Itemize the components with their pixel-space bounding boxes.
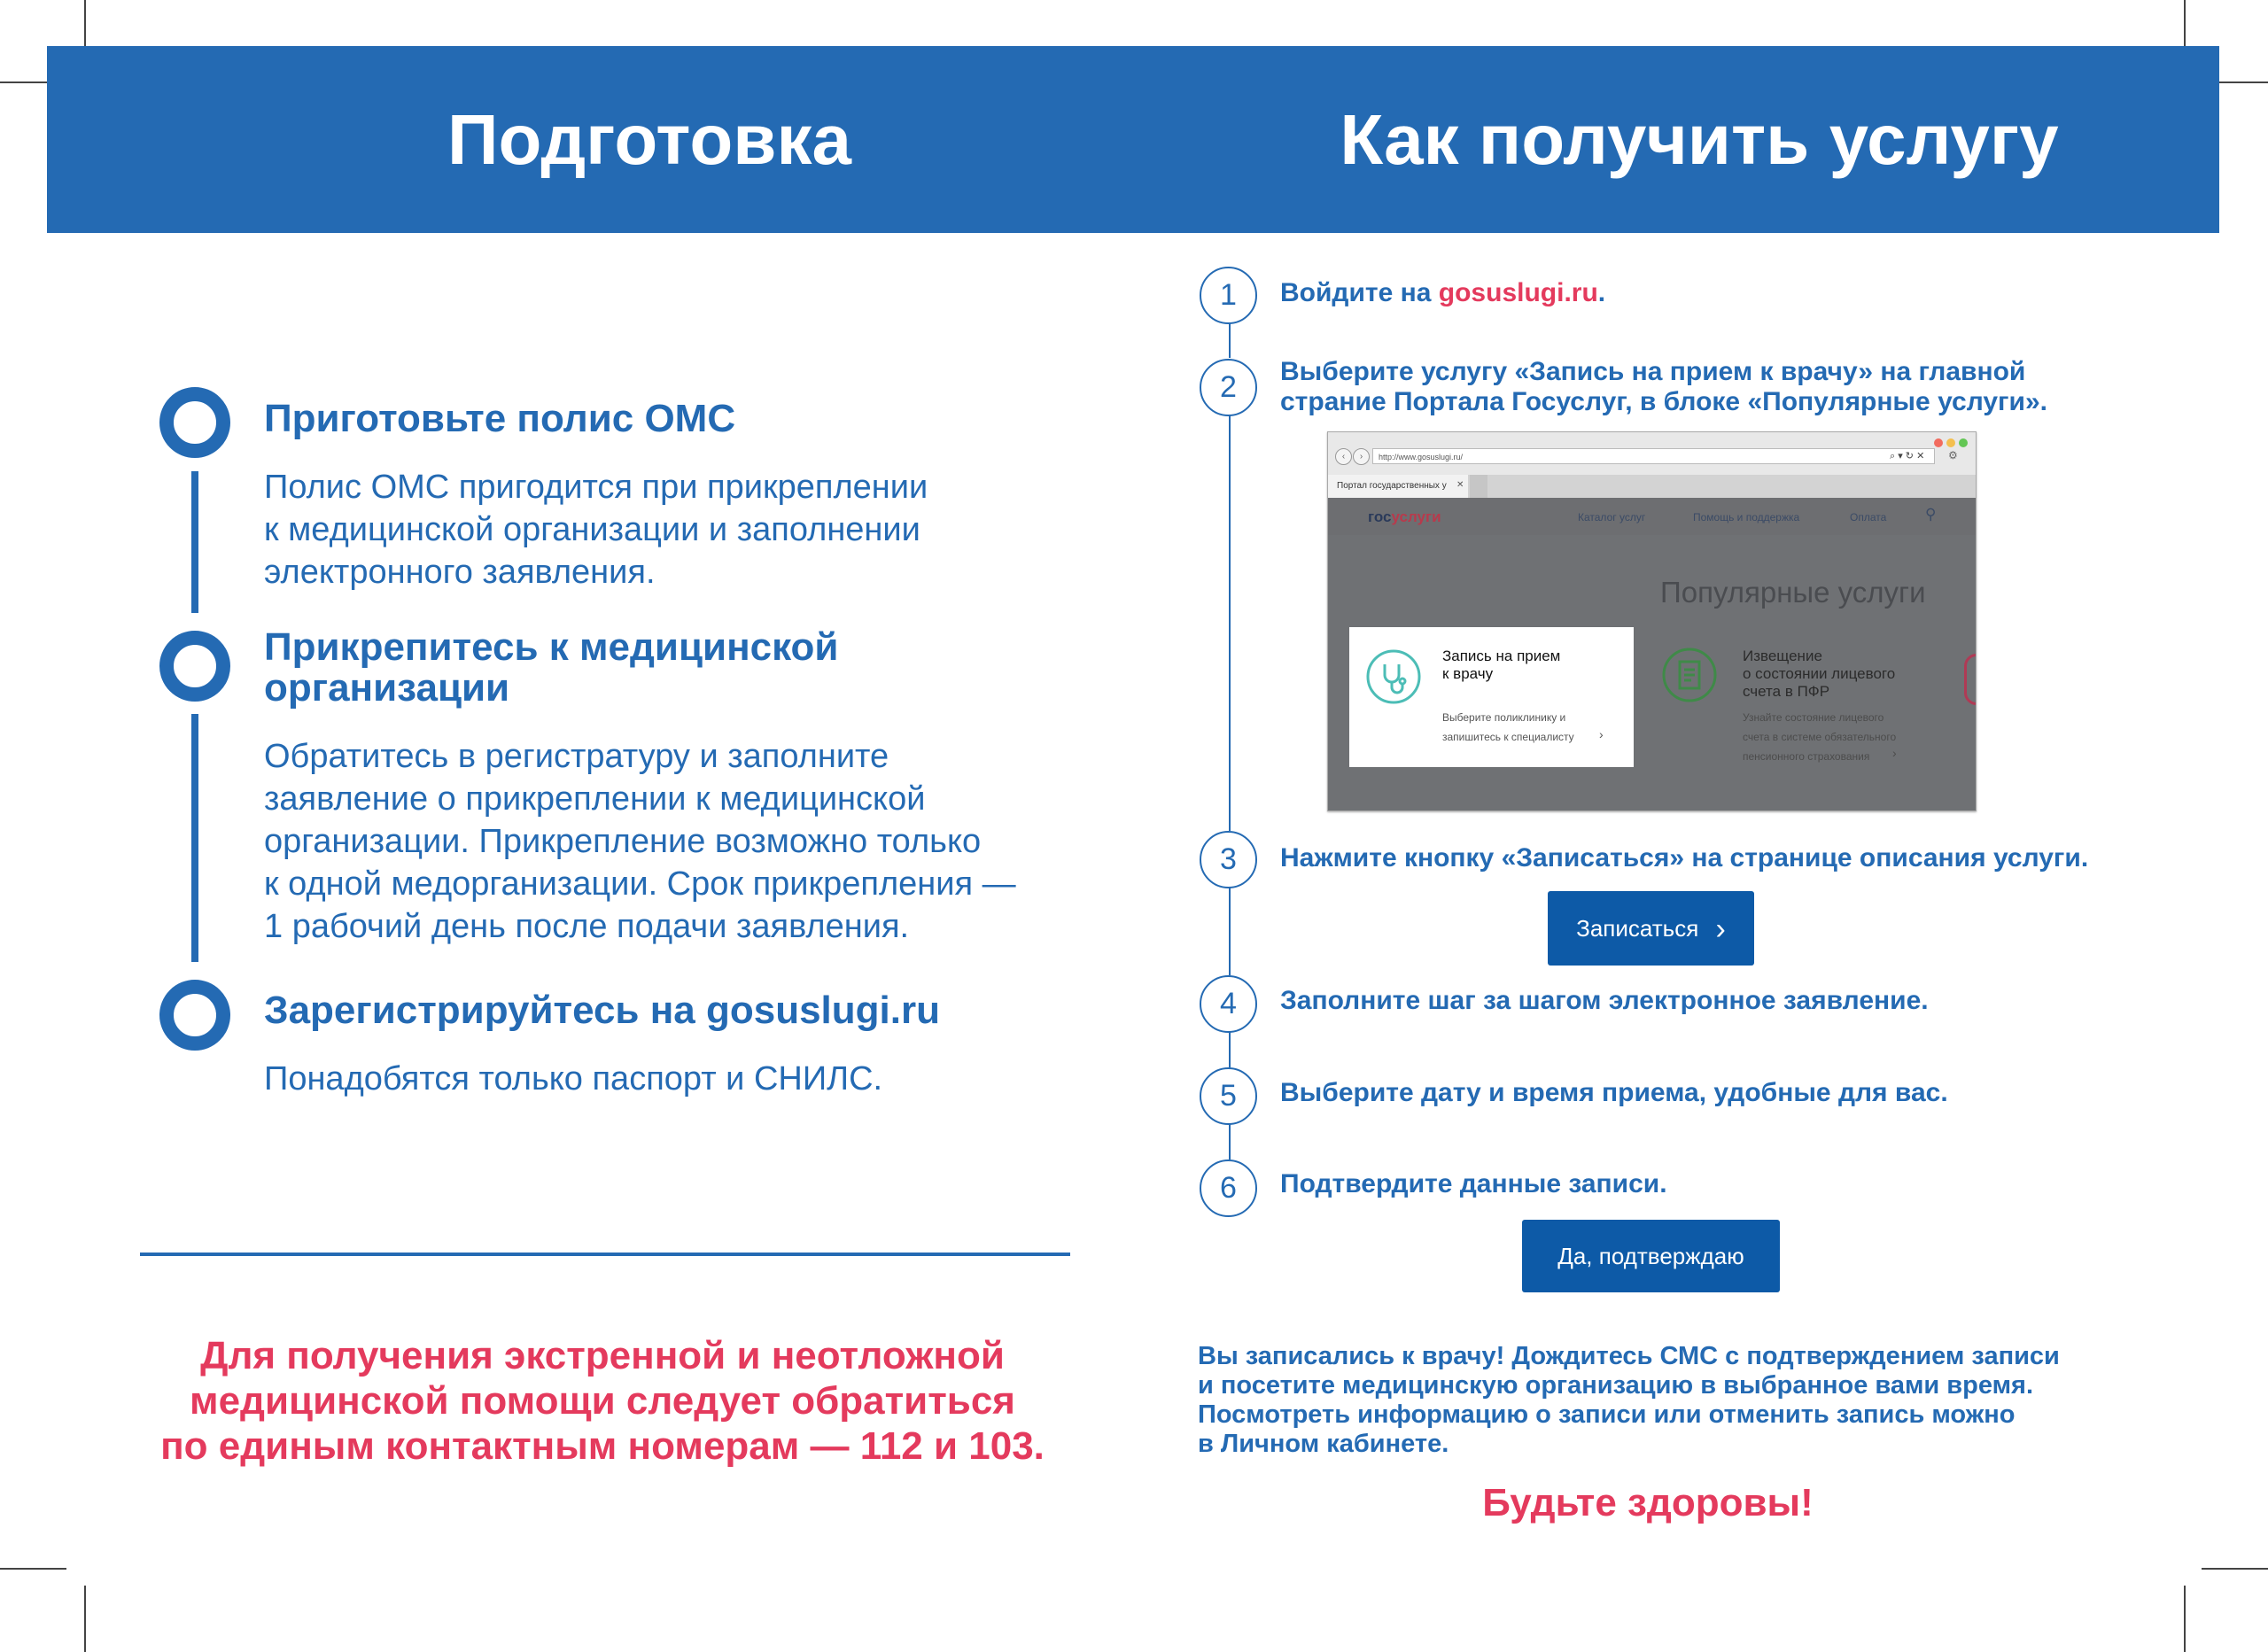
card-title-line: Запись на прием [1442, 648, 1561, 664]
step-marker-ring [159, 631, 230, 702]
step-connector [1229, 415, 1231, 831]
step-number-1: 1 [1200, 267, 1257, 324]
tab-close-icon: ✕ [1456, 480, 1464, 490]
step-connector [1229, 1032, 1231, 1067]
text-line: и посетите медицинскую организацию в выбранное вами время. [1198, 1371, 2034, 1400]
title-line: Прикрепитесь к медицинской [264, 625, 839, 669]
prep-step-3-title: Зарегистрируйтесь на gosuslugi.ru [264, 989, 940, 1032]
gosuslugi-link[interactable]: gosuslugi.ru [1438, 278, 1598, 307]
step-connector [1229, 1124, 1231, 1160]
step-connector [1229, 322, 1231, 358]
step-marker-ring [159, 387, 230, 458]
search-icon: ⚲ [1925, 506, 1937, 523]
step-number-3: 3 [1200, 831, 1257, 888]
step-text-prefix: Войдите на [1280, 278, 1439, 307]
signup-button[interactable] [1548, 891, 1754, 966]
step-number-6: 6 [1200, 1160, 1257, 1217]
step-text-suffix: . [1597, 278, 1606, 307]
farewell-text: Будьте здоровы! [1482, 1481, 1814, 1524]
crop-mark [2184, 1586, 2186, 1652]
card2-sub-line: счета в системе обязательного [1743, 731, 1897, 743]
card2-title-line: счета в ПФР [1743, 683, 1830, 700]
window-dot [1946, 438, 1955, 447]
text-line: к медицинской организации и заполнении [264, 511, 920, 548]
preparation-title: Подготовка [447, 100, 851, 179]
tab-new [1470, 475, 1487, 498]
card2-sub-line: Узнайте состояние лицевого [1743, 711, 1884, 724]
card2-title-line: о состоянии лицевого [1743, 665, 1896, 682]
document-icon [1661, 647, 1718, 703]
text-line: Посмотреть информацию о записи или отменить запись можно [1198, 1400, 2016, 1429]
how-to-title: Как получить услугу [1340, 100, 2059, 179]
logo-part: гос [1368, 508, 1392, 525]
how-step-6-text: Подтвердите данные записи. [1280, 1169, 1667, 1198]
crop-mark [2202, 1568, 2268, 1570]
notice-line: Для получения экстренной и неотложной [200, 1334, 1005, 1377]
title-line: организации [264, 666, 510, 710]
service-card-doctor [1349, 627, 1634, 767]
step-marker-ring [159, 980, 230, 1051]
nav-catalog: Каталог услуг [1578, 511, 1646, 524]
back-icon: ‹ [1335, 448, 1352, 465]
crop-mark [0, 1568, 66, 1570]
step-connector [191, 471, 198, 613]
divider [140, 1253, 1070, 1256]
address-bar: http://www.gosuslugi.ru/ [1372, 448, 1935, 464]
notice-line: по единым контактным номерам — 112 и 103. [160, 1424, 1045, 1468]
card-sub-line: Выберите поликлинику и [1442, 711, 1566, 724]
step-connector [191, 714, 198, 962]
card-edge-icon [1964, 654, 1977, 705]
text-line: Выберите услугу «Запись на прием к врачу» на главной [1280, 357, 2026, 386]
text-line: заявление о прикреплении к медицинской [264, 780, 926, 818]
crop-mark [84, 1586, 86, 1652]
card2-sub-line: пенсионного страхования [1743, 750, 1870, 763]
step-connector [1229, 888, 1231, 975]
text-line: к одной медорганизации. Срок прикрепления — [264, 865, 1016, 903]
how-step-5-text: Выберите дату и время приема, удобные для вас. [1280, 1078, 1948, 1107]
forward-icon: › [1353, 448, 1370, 465]
card2-title-line: Извещение [1743, 648, 1822, 664]
portal-logo [1368, 508, 1441, 526]
chevron-right-icon: › [1892, 746, 1897, 760]
how-step-3-text: Нажмите кнопку «Записаться» на странице описания услуги. [1280, 843, 2089, 873]
nav-payment: Оплата [1850, 511, 1887, 524]
step-number-2: 2 [1200, 359, 1257, 416]
how-step-4-text: Заполните шаг за шагом электронное заявление. [1280, 986, 1929, 1015]
step-number-4: 4 [1200, 975, 1257, 1033]
window-dot [1934, 438, 1943, 447]
text-line: Вы записались к врачу! Дождитесь СМС с подтверждением записи [1198, 1342, 2060, 1370]
signup-button-label: Записаться [1576, 915, 1699, 942]
header-banner [47, 46, 2219, 233]
prep-step-1-title: Приготовьте полис ОМС [264, 397, 736, 440]
popular-services-heading: Популярные услуги [1660, 576, 1926, 609]
window-dot [1959, 438, 1968, 447]
text-line: страние Портала Госуслуг, в блоке «Популярные услуги». [1280, 387, 2048, 416]
chevron-right-icon: › [1599, 727, 1604, 741]
card-sub-line: запишитесь к специалисту [1442, 731, 1574, 743]
settings-icon: ⚙ [1948, 449, 1958, 461]
how-step-1-text [1280, 278, 1605, 308]
text-line: Обратитесь в регистратуру и заполните [264, 738, 889, 775]
text-line: организации. Прикрепление возможно только [264, 823, 982, 860]
text-line: электронного заявления. [264, 554, 656, 591]
portal-screenshot [1327, 431, 1977, 811]
prep-step-3-text: Понадобятся только паспорт и СНИЛС. [264, 1060, 883, 1097]
text-line: Полис ОМС пригодится при прикреплении [264, 469, 928, 506]
stethoscope-icon [1365, 648, 1422, 705]
browser-tab: Портал государственных у [1328, 475, 1468, 498]
nav-help: Помощь и поддержка [1693, 511, 1800, 524]
step-number-5: 5 [1200, 1067, 1257, 1125]
card-title-line: к врачу [1442, 665, 1494, 682]
notice-line: медицинской помощи следует обратиться [190, 1379, 1015, 1423]
chevron-right-icon: › [1715, 912, 1726, 946]
logo-part: услуги [1391, 508, 1441, 525]
text-line: в Личном кабинете. [1198, 1430, 1449, 1458]
text-line: 1 рабочий день после подачи заявления. [264, 908, 910, 945]
confirm-button[interactable]: Да, подтверждаю [1522, 1220, 1780, 1292]
browser-tool-icons: ⌕ ▾ ↻ ✕ [1890, 451, 1925, 461]
